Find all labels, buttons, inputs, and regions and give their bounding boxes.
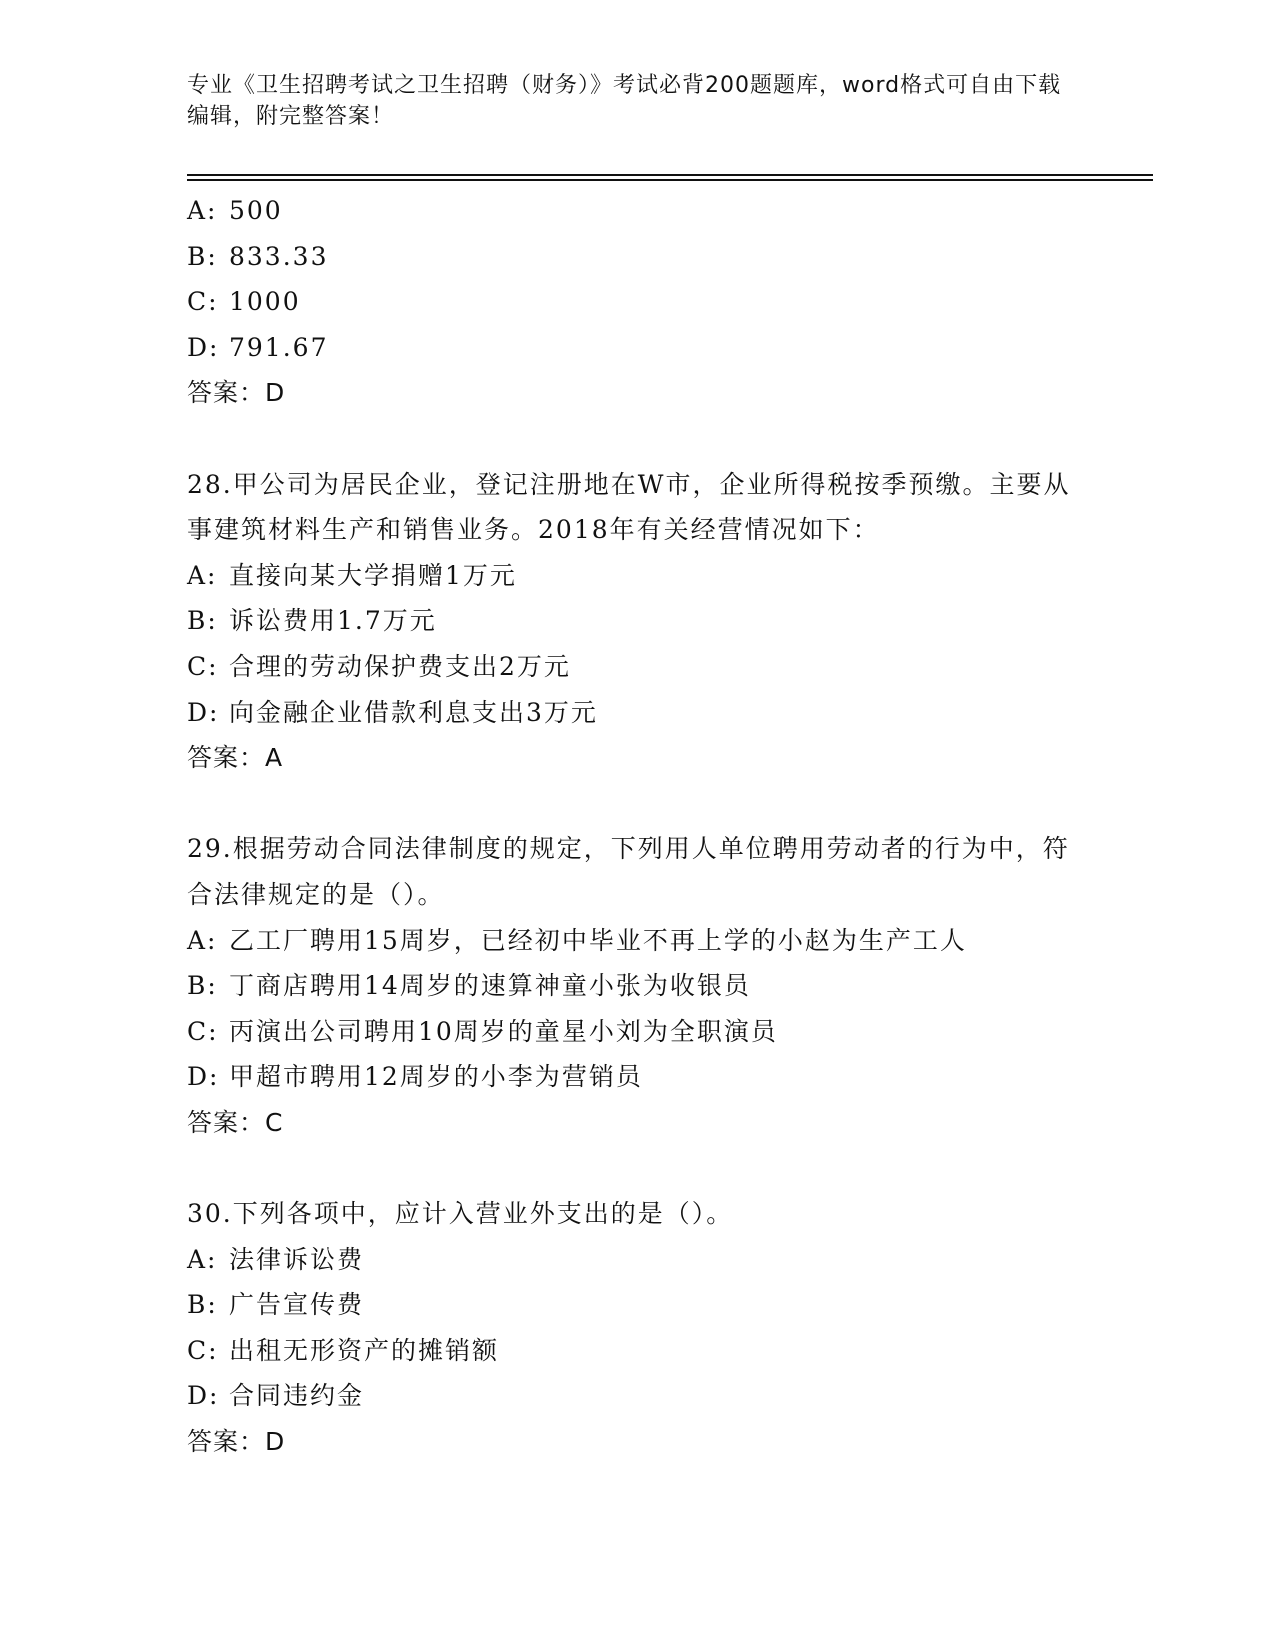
answer-line: 答案：D [187, 378, 286, 408]
option-c: C: 1000 [187, 287, 301, 317]
option-c: C: 出租无形资产的摊销额 [187, 1335, 500, 1365]
question-text: 28.甲公司为居民企业，登记注册地在W市，企业所得税按季预缴。主要从事建筑材料生产和销售业务。2018年有关经营情况如下： [187, 469, 1071, 545]
option-b: B: 广告宣传费 [187, 1290, 365, 1320]
option-a: A: 直接向某大学捐赠1万元 [187, 560, 517, 590]
question-block-29 [187, 826, 1087, 1145]
answer-line: 答案：C [187, 1107, 284, 1137]
document-header: 专业《卫生招聘考试之卫生招聘（财务）》考试必背200题题库，word格式可自由下载编辑，附完整答案！ [187, 73, 1062, 129]
question-text: 30.下列各项中，应计入营业外支出的是（）。 [187, 1199, 734, 1229]
option-b: B: 诉讼费用1.7万元 [187, 606, 437, 636]
answer-line: 答案：A [187, 743, 284, 773]
option-c: C: 合理的劳动保护费支出2万元 [187, 651, 571, 681]
option-a: A: 乙工厂聘用15周岁，已经初中毕业不再上学的小赵为生产工人 [187, 925, 967, 955]
answer-line: 答案：D [187, 1427, 286, 1457]
option-b: B: 丁商店聘用14周岁的速算神童小张为收银员 [187, 971, 751, 1001]
option-d: D: 甲超市聘用12周岁的小李为营销员 [187, 1062, 643, 1092]
question-text: 29.根据劳动合同法律制度的规定，下列用人单位聘用劳动者的行为中，符合法律规定的是（）。 [187, 834, 1070, 909]
option-d: D: 791.67 [187, 332, 329, 362]
question-block-30 [187, 1191, 1087, 1465]
option-d: D: 合同违约金 [187, 1381, 365, 1411]
header-rule-bottom [187, 179, 1153, 181]
option-b: B: 833.33 [187, 241, 329, 271]
question-list [187, 188, 1087, 1465]
question-block-28 [187, 462, 1087, 781]
header-rule-top [187, 174, 1153, 176]
question-block-27 [187, 188, 1087, 416]
option-d: D: 向金融企业借款利息支出3万元 [187, 697, 598, 727]
option-a: A: 500 [187, 196, 283, 225]
option-a: A: 法律诉讼费 [187, 1244, 365, 1274]
option-c: C: 丙演出公司聘用10周岁的童星小刘为全职演员 [187, 1016, 778, 1046]
